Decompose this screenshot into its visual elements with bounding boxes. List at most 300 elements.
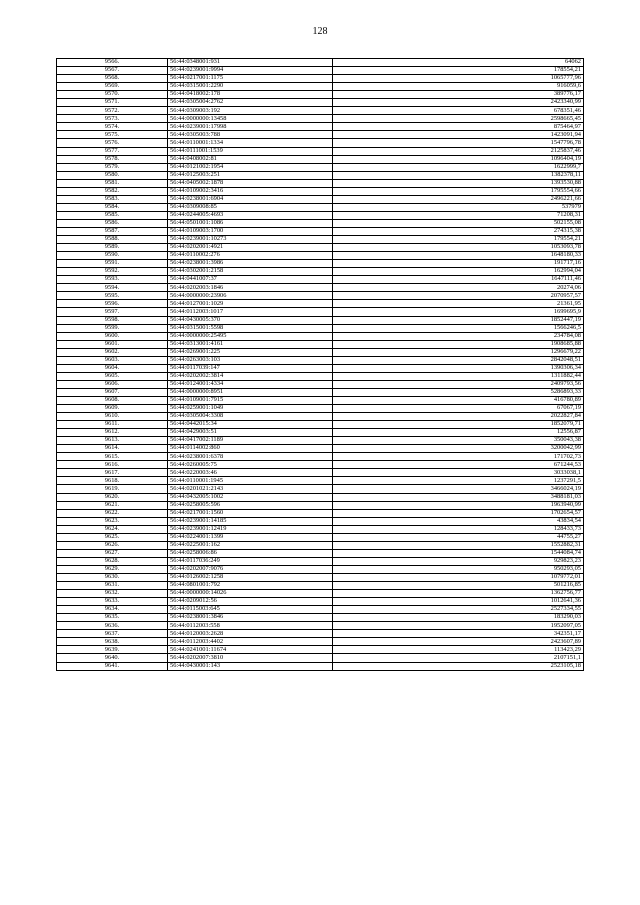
cadastral-number-cell: 56:44:0430005:370 bbox=[168, 316, 333, 324]
value-cell: 12556,87 bbox=[333, 429, 584, 437]
value-cell: 2423607,89 bbox=[333, 638, 584, 646]
row-number-cell: 9585. bbox=[57, 211, 168, 219]
cadastral-number-cell: 56:44:0315001:2290 bbox=[168, 83, 333, 91]
table-row bbox=[57, 276, 584, 284]
table-row bbox=[57, 614, 584, 622]
value-cell: 416780,89 bbox=[333, 396, 584, 404]
cadastral-number-cell: 56:44:0112003:558 bbox=[168, 622, 333, 630]
cadastral-number-cell: 56:44:0112003:1017 bbox=[168, 308, 333, 316]
table-row bbox=[57, 445, 584, 453]
row-number-cell: 9598. bbox=[57, 316, 168, 324]
cadastral-number-cell: 56:44:0209012:56 bbox=[168, 598, 333, 606]
value-cell: 1423091,94 bbox=[333, 131, 584, 139]
value-cell: 179554,21 bbox=[333, 236, 584, 244]
row-number-cell: 9572. bbox=[57, 107, 168, 115]
cadastral-number-cell: 56:44:0000000:8951 bbox=[168, 388, 333, 396]
value-cell: 1065777,96 bbox=[333, 75, 584, 83]
table-row bbox=[57, 284, 584, 292]
cadastral-number-cell: 56:44:0000000:13458 bbox=[168, 115, 333, 123]
value-cell: 191717,16 bbox=[333, 260, 584, 268]
cadastral-number-cell: 56:44:0125003:251 bbox=[168, 171, 333, 179]
table-row bbox=[57, 477, 584, 485]
cadastral-number-cell: 56:44:0238001:3986 bbox=[168, 260, 333, 268]
table-row bbox=[57, 662, 584, 670]
page-number: 128 bbox=[312, 26, 328, 37]
cadastral-number-cell: 56:44:0115003:645 bbox=[168, 606, 333, 614]
cadastral-number-cell: 56:44:0202001:4921 bbox=[168, 244, 333, 252]
cadastral-number-cell: 56:44:0000000:25495 bbox=[168, 332, 333, 340]
value-cell: 875464,97 bbox=[333, 123, 584, 131]
row-number-cell: 9595. bbox=[57, 292, 168, 300]
row-number-cell: 9575. bbox=[57, 131, 168, 139]
table-body bbox=[57, 59, 584, 671]
table-row bbox=[57, 75, 584, 83]
cadastral-number-cell: 56:44:0238001:6904 bbox=[168, 195, 333, 203]
row-number-cell: 9636. bbox=[57, 622, 168, 630]
table-row bbox=[57, 493, 584, 501]
row-number-cell: 9624. bbox=[57, 525, 168, 533]
cadastral-number-cell: 56:44:0109002:3416 bbox=[168, 187, 333, 195]
table-row bbox=[57, 654, 584, 662]
cadastral-number-cell: 56:44:0241001:11674 bbox=[168, 646, 333, 654]
value-cell: 1311882,44 bbox=[333, 372, 584, 380]
table-row bbox=[57, 461, 584, 469]
cadastral-number-cell: 56:44:0313001:4161 bbox=[168, 340, 333, 348]
value-cell: 1702654,57 bbox=[333, 509, 584, 517]
row-number-cell: 9635. bbox=[57, 614, 168, 622]
value-cell: 1908685,88 bbox=[333, 340, 584, 348]
row-number-cell: 9587. bbox=[57, 227, 168, 235]
value-cell: 502155,08 bbox=[333, 219, 584, 227]
value-cell: 350043,38 bbox=[333, 437, 584, 445]
row-number-cell: 9616. bbox=[57, 461, 168, 469]
table-row bbox=[57, 413, 584, 421]
value-cell: 178554,21 bbox=[333, 67, 584, 75]
value-cell: 171702,73 bbox=[333, 453, 584, 461]
table-row bbox=[57, 372, 584, 380]
cadastral-number-cell: 56:44:0305004:2762 bbox=[168, 99, 333, 107]
cadastral-number-cell: 56:44:0302001:2158 bbox=[168, 268, 333, 276]
cadastral-number-cell: 56:44:0442015:34 bbox=[168, 421, 333, 429]
cadastral-number-cell: 56:44:0000000:23906 bbox=[168, 292, 333, 300]
row-number-cell: 9626. bbox=[57, 541, 168, 549]
value-cell: 1547796,78 bbox=[333, 139, 584, 147]
value-cell: 1390306,34 bbox=[333, 364, 584, 372]
value-cell: 1566246,5 bbox=[333, 324, 584, 332]
table-row bbox=[57, 179, 584, 187]
table-row bbox=[57, 203, 584, 211]
cadastral-number-cell: 56:44:0111001:1539 bbox=[168, 147, 333, 155]
value-cell: 950293,05 bbox=[333, 565, 584, 573]
value-cell: 1362756,77 bbox=[333, 590, 584, 598]
value-cell: 1552882,31 bbox=[333, 541, 584, 549]
table-row bbox=[57, 316, 584, 324]
value-cell: 1952097,05 bbox=[333, 622, 584, 630]
table-row bbox=[57, 163, 584, 171]
cadastral-number-cell: 56:44:0238001:3846 bbox=[168, 614, 333, 622]
table-row bbox=[57, 219, 584, 227]
row-number-cell: 9596. bbox=[57, 300, 168, 308]
cadastral-number-cell: 56:44:0114002:860 bbox=[168, 445, 333, 453]
cadastral-number-cell: 56:44:0225001:162 bbox=[168, 541, 333, 549]
table-row bbox=[57, 598, 584, 606]
table-row bbox=[57, 171, 584, 179]
row-number-cell: 9571. bbox=[57, 99, 168, 107]
table-row bbox=[57, 324, 584, 332]
row-number-cell: 9621. bbox=[57, 501, 168, 509]
table-row bbox=[57, 252, 584, 260]
value-cell: 2022827,84 bbox=[333, 413, 584, 421]
row-number-cell: 9580. bbox=[57, 171, 168, 179]
row-number-cell: 9603. bbox=[57, 356, 168, 364]
table-row bbox=[57, 59, 584, 67]
cadastral-number-cell: 56:44:0120003:2628 bbox=[168, 630, 333, 638]
value-cell: 1963940,99 bbox=[333, 501, 584, 509]
table-row bbox=[57, 646, 584, 654]
value-cell: 2423340,99 bbox=[333, 99, 584, 107]
value-cell: 183290,03 bbox=[333, 614, 584, 622]
row-number-cell: 9578. bbox=[57, 155, 168, 163]
cadastral-number-cell: 56:44:0202002:3814 bbox=[168, 372, 333, 380]
value-cell: 501216,85 bbox=[333, 582, 584, 590]
cadastral-number-cell: 56:44:0126002:1258 bbox=[168, 574, 333, 582]
row-number-cell: 9583. bbox=[57, 195, 168, 203]
cadastral-number-cell: 56:44:0109001:7915 bbox=[168, 396, 333, 404]
table-row bbox=[57, 244, 584, 252]
value-cell: 916059,6 bbox=[333, 83, 584, 91]
table-row bbox=[57, 139, 584, 147]
table-row bbox=[57, 421, 584, 429]
cadastral-number-cell: 56:44:0202007:3810 bbox=[168, 654, 333, 662]
row-number-cell: 9570. bbox=[57, 91, 168, 99]
table-row bbox=[57, 557, 584, 565]
row-number-cell: 9579. bbox=[57, 163, 168, 171]
row-number-cell: 9632. bbox=[57, 590, 168, 598]
table-row bbox=[57, 340, 584, 348]
value-cell: 537979 bbox=[333, 203, 584, 211]
cadastral-number-cell: 56:44:0801001:792 bbox=[168, 582, 333, 590]
cadastral-number-cell: 56:44:0258006:86 bbox=[168, 549, 333, 557]
row-number-cell: 9641. bbox=[57, 662, 168, 670]
table-row bbox=[57, 147, 584, 155]
value-cell: 20274,06 bbox=[333, 284, 584, 292]
table-row bbox=[57, 91, 584, 99]
row-number-cell: 9588. bbox=[57, 236, 168, 244]
row-number-cell: 9589. bbox=[57, 244, 168, 252]
row-number-cell: 9594. bbox=[57, 284, 168, 292]
row-number-cell: 9606. bbox=[57, 380, 168, 388]
row-number-cell: 9602. bbox=[57, 348, 168, 356]
cadastral-number-cell: 56:44:0258005:596 bbox=[168, 501, 333, 509]
value-cell: 2125837,46 bbox=[333, 147, 584, 155]
row-number-cell: 9568. bbox=[57, 75, 168, 83]
row-number-cell: 9582. bbox=[57, 187, 168, 195]
row-number-cell: 9574. bbox=[57, 123, 168, 131]
value-cell: 5286893,33 bbox=[333, 388, 584, 396]
table-row bbox=[57, 115, 584, 123]
table-row bbox=[57, 517, 584, 525]
table-row bbox=[57, 549, 584, 557]
row-number-cell: 9607. bbox=[57, 388, 168, 396]
row-number-cell: 9639. bbox=[57, 646, 168, 654]
cadastral-number-cell: 56:44:0217001:1560 bbox=[168, 509, 333, 517]
row-number-cell: 9604. bbox=[57, 364, 168, 372]
cadastral-number-cell: 56:44:0429003:51 bbox=[168, 429, 333, 437]
value-cell: 2409793,56 bbox=[333, 380, 584, 388]
value-cell: 274315,38 bbox=[333, 227, 584, 235]
cadastral-number-cell: 56:44:0224001:1399 bbox=[168, 533, 333, 541]
value-cell: 2070957,57 bbox=[333, 292, 584, 300]
row-number-cell: 9599. bbox=[57, 324, 168, 332]
row-number-cell: 9609. bbox=[57, 405, 168, 413]
value-cell: 2496221,66 bbox=[333, 195, 584, 203]
row-number-cell: 9605. bbox=[57, 372, 168, 380]
row-number-cell: 9586. bbox=[57, 219, 168, 227]
value-cell: 3488181,03 bbox=[333, 493, 584, 501]
table-row bbox=[57, 469, 584, 477]
value-cell: 1795554,66 bbox=[333, 187, 584, 195]
table-row bbox=[57, 356, 584, 364]
value-cell: 64062 bbox=[333, 59, 584, 67]
cadastral-number-cell: 56:44:0309008:85 bbox=[168, 203, 333, 211]
table-row bbox=[57, 155, 584, 163]
table-row bbox=[57, 348, 584, 356]
table-row bbox=[57, 107, 584, 115]
table-row bbox=[57, 67, 584, 75]
row-number-cell: 9619. bbox=[57, 485, 168, 493]
row-number-cell: 9631. bbox=[57, 582, 168, 590]
row-number-cell: 9614. bbox=[57, 445, 168, 453]
value-cell: 44755,27 bbox=[333, 533, 584, 541]
row-number-cell: 9630. bbox=[57, 574, 168, 582]
table-row bbox=[57, 590, 584, 598]
cadastral-number-cell: 56:44:0202007:9076 bbox=[168, 565, 333, 573]
row-number-cell: 9617. bbox=[57, 469, 168, 477]
table-row bbox=[57, 565, 584, 573]
table-row bbox=[57, 453, 584, 461]
cadastral-number-cell: 56:44:0110002:276 bbox=[168, 252, 333, 260]
row-number-cell: 9592. bbox=[57, 268, 168, 276]
value-cell: 2598665,45 bbox=[333, 115, 584, 123]
row-number-cell: 9620. bbox=[57, 493, 168, 501]
cadastral-number-cell: 56:44:0220003:46 bbox=[168, 469, 333, 477]
cadastral-number-cell: 56:44:0202003:1846 bbox=[168, 284, 333, 292]
value-cell: 1393530,88 bbox=[333, 179, 584, 187]
value-cell: 929823,23 bbox=[333, 557, 584, 565]
row-number-cell: 9622. bbox=[57, 509, 168, 517]
table-row bbox=[57, 638, 584, 646]
cadastral-number-cell: 56:44:0000000:14026 bbox=[168, 590, 333, 598]
table-row bbox=[57, 300, 584, 308]
value-cell: 389776,17 bbox=[333, 91, 584, 99]
table-row bbox=[57, 211, 584, 219]
cadastral-number-cell: 56:44:0259001:1049 bbox=[168, 405, 333, 413]
value-cell: 1647111,46 bbox=[333, 276, 584, 284]
cadastral-number-cell: 56:44:0269001:225 bbox=[168, 348, 333, 356]
row-number-cell: 9618. bbox=[57, 477, 168, 485]
table-row bbox=[57, 396, 584, 404]
value-cell: 671244,53 bbox=[333, 461, 584, 469]
table-row bbox=[57, 485, 584, 493]
cadastral-number-cell: 56:44:0239001:17998 bbox=[168, 123, 333, 131]
cadastral-number-cell: 56:44:0408002:81 bbox=[168, 155, 333, 163]
table-row bbox=[57, 195, 584, 203]
table-row bbox=[57, 99, 584, 107]
cadastral-number-cell: 56:44:0309003:192 bbox=[168, 107, 333, 115]
row-number-cell: 9634. bbox=[57, 606, 168, 614]
cadastral-number-cell: 56:44:0305004:3308 bbox=[168, 413, 333, 421]
cadastral-number-cell: 56:44:0441007:37 bbox=[168, 276, 333, 284]
row-number-cell: 9640. bbox=[57, 654, 168, 662]
table-row bbox=[57, 501, 584, 509]
value-cell: 3466024,19 bbox=[333, 485, 584, 493]
cadastral-number-cell: 56:44:0260005:75 bbox=[168, 461, 333, 469]
table-row bbox=[57, 509, 584, 517]
value-cell: 1096404,19 bbox=[333, 155, 584, 163]
cadastral-number-cell: 56:44:0263003:103 bbox=[168, 356, 333, 364]
value-cell: 21361,95 bbox=[333, 300, 584, 308]
row-number-cell: 9633. bbox=[57, 598, 168, 606]
value-cell: 1382378,11 bbox=[333, 171, 584, 179]
row-number-cell: 9637. bbox=[57, 630, 168, 638]
row-number-cell: 9608. bbox=[57, 396, 168, 404]
cadastral-number-cell: 56:44:0239001:9994 bbox=[168, 67, 333, 75]
value-cell: 1852447,19 bbox=[333, 316, 584, 324]
cadastral-number-cell: 56:44:0110001:1945 bbox=[168, 477, 333, 485]
value-cell: 1699695,9 bbox=[333, 308, 584, 316]
value-cell: 2527334,55 bbox=[333, 606, 584, 614]
row-number-cell: 9610. bbox=[57, 413, 168, 421]
cadastral-number-cell: 56:44:0127001:1029 bbox=[168, 300, 333, 308]
table-row bbox=[57, 388, 584, 396]
row-number-cell: 9612. bbox=[57, 429, 168, 437]
value-cell: 1544084,74 bbox=[333, 549, 584, 557]
value-cell: 342351,17 bbox=[333, 630, 584, 638]
cadastral-number-cell: 56:44:0418002:178 bbox=[168, 91, 333, 99]
row-number-cell: 9601. bbox=[57, 340, 168, 348]
table-row bbox=[57, 574, 584, 582]
cadastral-number-cell: 56:44:0124001:4334 bbox=[168, 380, 333, 388]
cadastral-number-cell: 56:44:0501001:1086 bbox=[168, 219, 333, 227]
row-number-cell: 9625. bbox=[57, 533, 168, 541]
table-row bbox=[57, 525, 584, 533]
row-number-cell: 9628. bbox=[57, 557, 168, 565]
value-cell: 1237291,5 bbox=[333, 477, 584, 485]
cadastral-number-cell: 56:44:0201021:2143 bbox=[168, 485, 333, 493]
cadastral-number-cell: 56:44:0109003:1700 bbox=[168, 227, 333, 235]
table-row bbox=[57, 606, 584, 614]
table-row bbox=[57, 83, 584, 91]
value-cell: 128433,73 bbox=[333, 525, 584, 533]
cadastral-number-cell: 56:44:0112003:4402 bbox=[168, 638, 333, 646]
cadastral-number-cell: 56:44:0417002:1189 bbox=[168, 437, 333, 445]
value-cell: 1296679,22 bbox=[333, 348, 584, 356]
value-cell: 1648180,33 bbox=[333, 252, 584, 260]
row-number-cell: 9567. bbox=[57, 67, 168, 75]
value-cell: 162994,04 bbox=[333, 268, 584, 276]
cadastral-number-cell: 56:44:0239001:12419 bbox=[168, 525, 333, 533]
value-cell: 67067,19 bbox=[333, 405, 584, 413]
table-row bbox=[57, 429, 584, 437]
value-cell: 1012641,36 bbox=[333, 598, 584, 606]
cadastral-number-cell: 56:44:0348001:931 bbox=[168, 59, 333, 67]
row-number-cell: 9581. bbox=[57, 179, 168, 187]
table-row bbox=[57, 123, 584, 131]
row-number-cell: 9569. bbox=[57, 83, 168, 91]
row-number-cell: 9590. bbox=[57, 252, 168, 260]
table-row bbox=[57, 582, 584, 590]
cadastral-number-cell: 56:44:0238001:6378 bbox=[168, 453, 333, 461]
table-row bbox=[57, 308, 584, 316]
row-number-cell: 9638. bbox=[57, 638, 168, 646]
cadastral-number-cell: 56:44:0432005:1002 bbox=[168, 493, 333, 501]
table-row bbox=[57, 622, 584, 630]
row-number-cell: 9573. bbox=[57, 115, 168, 123]
cadastral-number-cell: 56:44:0305003:788 bbox=[168, 131, 333, 139]
cadastral-number-cell: 56:44:0239001:14185 bbox=[168, 517, 333, 525]
table-row bbox=[57, 630, 584, 638]
value-cell: 1053093,78 bbox=[333, 244, 584, 252]
cadastral-number-cell: 56:44:0117039:147 bbox=[168, 364, 333, 372]
row-number-cell: 9613. bbox=[57, 437, 168, 445]
table-row bbox=[57, 236, 584, 244]
value-cell: 1852079,71 bbox=[333, 421, 584, 429]
table-row bbox=[57, 292, 584, 300]
row-number-cell: 9593. bbox=[57, 276, 168, 284]
cadastral-number-cell: 56:44:0117036:249 bbox=[168, 557, 333, 565]
value-cell: 3200042,99 bbox=[333, 445, 584, 453]
cadastral-number-cell: 56:44:0239001:10273 bbox=[168, 236, 333, 244]
cadastral-number-cell: 56:44:0244005:4693 bbox=[168, 211, 333, 219]
row-number-cell: 9615. bbox=[57, 453, 168, 461]
row-number-cell: 9591. bbox=[57, 260, 168, 268]
value-cell: 1622999,7 bbox=[333, 163, 584, 171]
value-cell: 43834,54 bbox=[333, 517, 584, 525]
value-cell: 71208,31 bbox=[333, 211, 584, 219]
cadastral-number-cell: 56:44:0405002:1878 bbox=[168, 179, 333, 187]
table-row bbox=[57, 268, 584, 276]
value-cell: 1079772,01 bbox=[333, 574, 584, 582]
value-cell: 2523105,18 bbox=[333, 662, 584, 670]
row-number-cell: 9611. bbox=[57, 421, 168, 429]
value-cell: 2842048,51 bbox=[333, 356, 584, 364]
row-number-cell: 9576. bbox=[57, 139, 168, 147]
value-cell: 113423,29 bbox=[333, 646, 584, 654]
table-row bbox=[57, 541, 584, 549]
cadastral-number-cell: 56:44:0217001:1175 bbox=[168, 75, 333, 83]
table-row bbox=[57, 405, 584, 413]
table-row bbox=[57, 533, 584, 541]
row-number-cell: 9623. bbox=[57, 517, 168, 525]
row-number-cell: 9566. bbox=[57, 59, 168, 67]
table-row bbox=[57, 260, 584, 268]
value-cell: 2107151,1 bbox=[333, 654, 584, 662]
table-row bbox=[57, 332, 584, 340]
cadastral-number-cell: 56:44:0430001:143 bbox=[168, 662, 333, 670]
table-row bbox=[57, 437, 584, 445]
row-number-cell: 9600. bbox=[57, 332, 168, 340]
cadastral-number-cell: 56:44:0121002:1954 bbox=[168, 163, 333, 171]
row-number-cell: 9584. bbox=[57, 203, 168, 211]
row-number-cell: 9629. bbox=[57, 565, 168, 573]
row-number-cell: 9597. bbox=[57, 308, 168, 316]
table-row bbox=[57, 380, 584, 388]
cadastral-table bbox=[56, 58, 584, 671]
cadastral-number-cell: 56:44:0110001:1334 bbox=[168, 139, 333, 147]
value-cell: 678351,46 bbox=[333, 107, 584, 115]
table-row bbox=[57, 227, 584, 235]
row-number-cell: 9627. bbox=[57, 549, 168, 557]
